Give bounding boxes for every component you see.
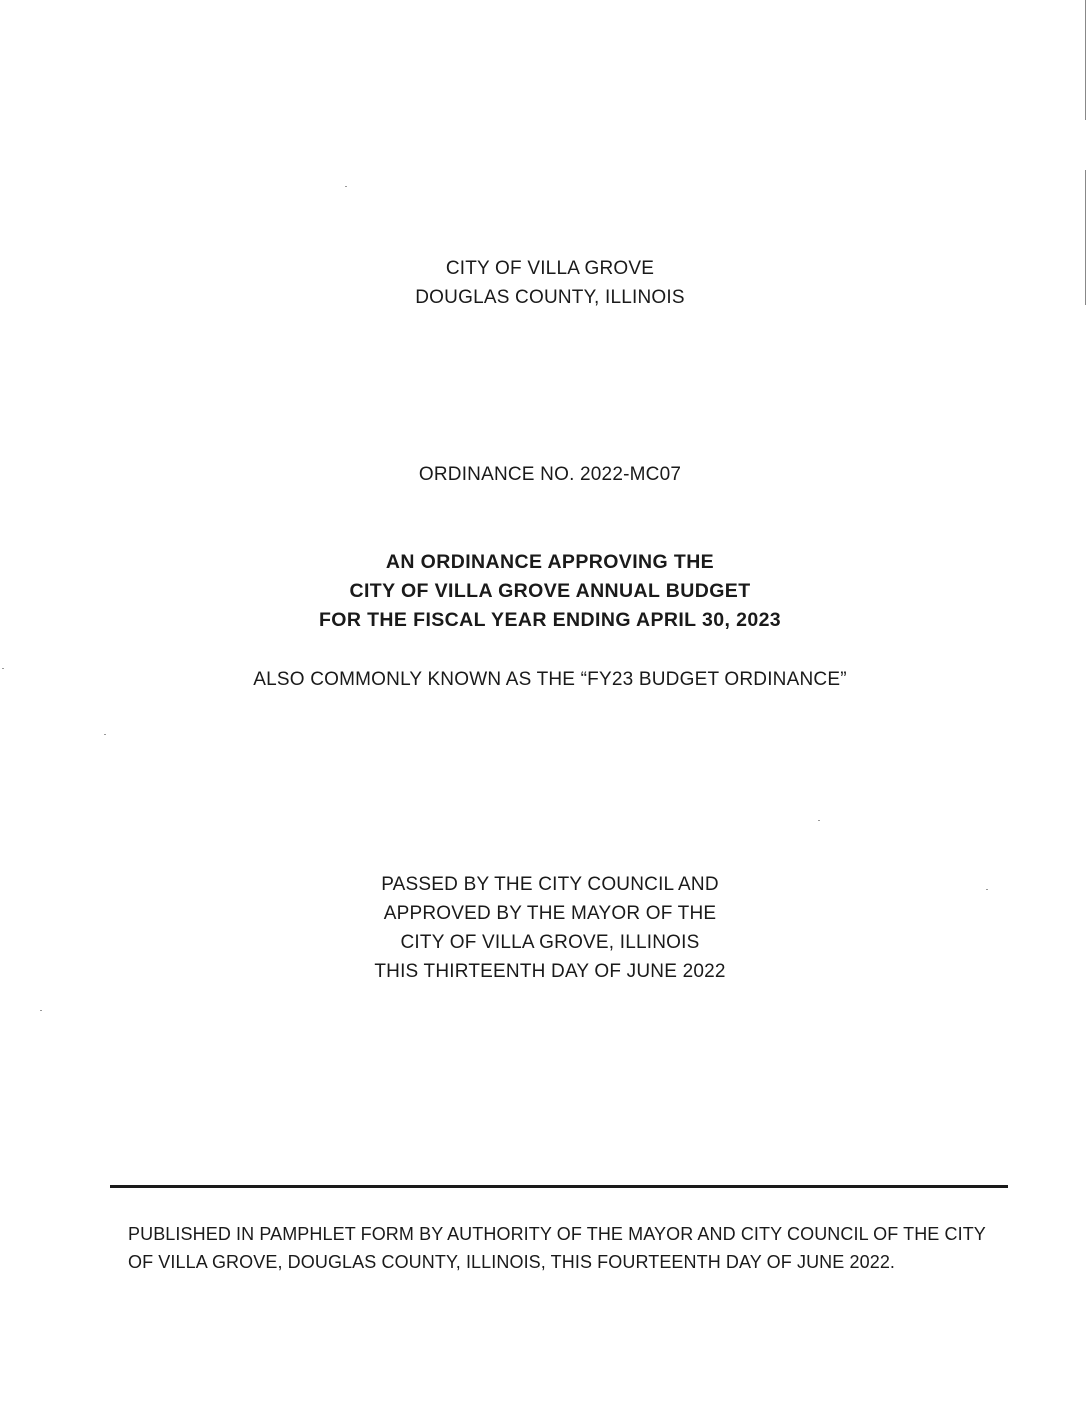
scan-speck: [104, 734, 106, 735]
ordinance-title-line-1: AN ORDINANCE APPROVING THE: [385, 551, 715, 573]
city-name: CITY OF VILLA GROVE: [445, 258, 655, 279]
passage-line-2: APPROVED BY THE MAYOR OF THE: [383, 903, 717, 924]
publication-line-1: PUBLISHED IN PAMPHLET FORM BY AUTHORITY OF THE MAYOR AND CITY COUNCIL OF THE CITY: [128, 1224, 986, 1244]
horizontal-rule: [110, 1185, 1008, 1188]
passage-line-3: CITY OF VILLA GROVE, ILLINOIS: [400, 932, 700, 953]
publication-line-2: OF VILLA GROVE, DOUGLAS COUNTY, ILLINOIS, THIS FOURTEENTH DAY OF JUNE 2022.: [128, 1252, 896, 1272]
scan-speck: [986, 889, 988, 890]
scan-speck: [2, 668, 4, 669]
ordinance-title-line-2: CITY OF VILLA GROVE ANNUAL BUDGET: [349, 580, 751, 602]
scan-edge-mark: [1085, 0, 1086, 120]
ordinance-number: ORDINANCE NO. 2022-MC07: [418, 464, 682, 485]
scan-speck: [818, 820, 820, 821]
scan-edge-mark: [1085, 170, 1086, 305]
passage-line-1: PASSED BY THE CITY COUNCIL AND: [381, 874, 719, 895]
county-name: DOUGLAS COUNTY, ILLINOIS: [415, 287, 685, 308]
passage-line-4: THIS THIRTEENTH DAY OF JUNE 2022: [374, 961, 726, 982]
common-name: ALSO COMMONLY KNOWN AS THE “FY23 BUDGET ORDINANCE”: [253, 669, 847, 690]
scan-speck: [345, 186, 347, 187]
ordinance-title-line-3: FOR THE FISCAL YEAR ENDING APRIL 30, 2023: [318, 609, 782, 631]
scan-speck: [40, 1010, 42, 1011]
